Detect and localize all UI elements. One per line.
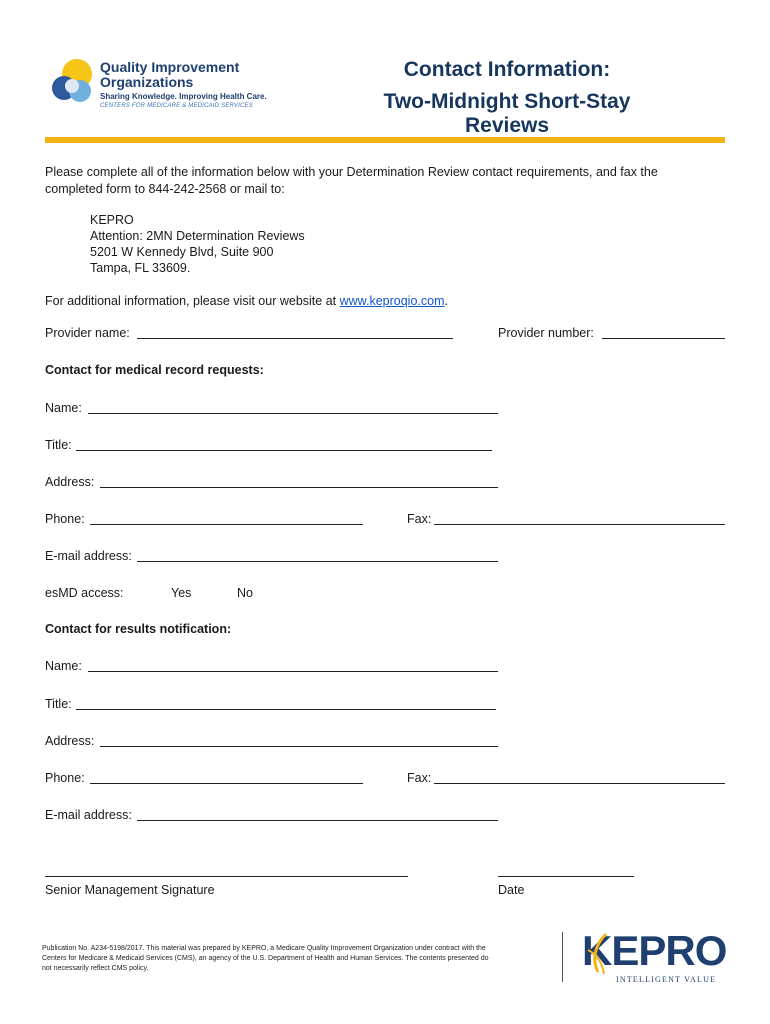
medical-title-label: Title: [45,438,72,452]
intro-line1: Please complete all of the information below with your Determination Review contact requirements, and fax the [45,165,658,179]
medical-phone-label: Phone: [45,512,85,526]
esmd-label: esMD access: [45,586,124,600]
signature-label: Senior Management Signature [45,883,215,897]
header-rule [45,137,725,143]
kepro-tagline: INTELLIGENT VALUE [616,975,717,984]
medical-title-field[interactable] [76,450,492,451]
logo-subline: CENTERS FOR MEDICARE & MEDICAID SERVICES [100,103,253,109]
results-fax-label: Fax: [407,771,432,785]
results-email-label: E-mail address: [45,808,132,822]
address-line3: 5201 W Kennedy Blvd, Suite 900 [90,245,274,259]
medical-fax-field[interactable] [434,524,725,525]
footer-line2: Centers for Medicare & Medicaid Services (CMS), an agency of the U.S. Department of Health and Human Services. The contents presented do [42,955,489,962]
results-address-label: Address: [45,734,95,748]
esmd-yes-option[interactable]: Yes [171,586,192,600]
footer-line3: not necessarily reflect CMS policy. [42,965,149,972]
medical-phone-field[interactable] [90,524,363,525]
medical-section-heading: Contact for medical record requests: [45,363,264,377]
provider-number-label: Provider number: [498,326,594,340]
date-label: Date [498,883,525,897]
footer-divider [562,932,563,982]
provider-name-field[interactable] [137,338,453,339]
logo-tagline: Sharing Knowledge. Improving Health Care. [100,92,267,101]
medical-email-label: E-mail address: [45,549,132,563]
address-line2: Attention: 2MN Determination Reviews [90,229,305,243]
kepro-logo [582,927,727,988]
qio-logo [50,54,267,114]
date-field[interactable] [498,876,634,877]
page-title-line2: Two-Midnight Short-Stay Reviews [383,90,631,137]
kepro-logo-name: EPRO [611,927,727,974]
medical-address-field[interactable] [100,487,498,488]
medical-fax-label: Fax: [407,512,432,526]
results-email-field[interactable] [137,820,498,821]
address-line4: Tampa, FL 33609. [90,261,191,275]
page-title-line1: Contact Information: [403,58,611,81]
intro-line2: completed form to 844-242-2568 or mail to: [45,182,285,196]
results-fax-field[interactable] [434,783,725,784]
qio-logo-mark-icon [50,56,98,106]
logo-title-line1: Quality Improvement [100,59,240,75]
results-title-label: Title: [45,697,72,711]
results-phone-label: Phone: [45,771,85,785]
kepro-logo-k: K [582,927,612,974]
website-link[interactable]: www.keproqio.com [339,294,445,308]
results-name-field[interactable] [88,671,498,672]
provider-name-label: Provider name: [45,326,130,340]
logo-title-line2: Organizations [100,74,194,90]
medical-email-field[interactable] [137,561,498,562]
provider-number-field[interactable] [602,338,725,339]
footer-line1: Publication No. A234-5198/2017. This material was prepared by KEPRO, a Medicare Quality Improvement Organization under contract with the [42,945,486,952]
signature-field[interactable] [45,876,408,877]
medical-name-field[interactable] [88,413,498,414]
esmd-no-option[interactable]: No [237,586,253,600]
address-line1: KEPRO [90,213,134,227]
results-address-field[interactable] [100,746,498,747]
results-name-label: Name: [45,659,82,673]
results-title-field[interactable] [76,709,496,710]
results-phone-field[interactable] [90,783,363,784]
website-line [45,293,448,309]
website-suffix: . [444,294,448,308]
results-section-heading: Contact for results notification: [45,622,232,636]
website-prefix: For additional information, please visit our website at [45,294,340,308]
kepro-swoosh-icon [584,930,614,976]
medical-name-label: Name: [45,401,82,415]
medical-address-label: Address: [45,475,95,489]
